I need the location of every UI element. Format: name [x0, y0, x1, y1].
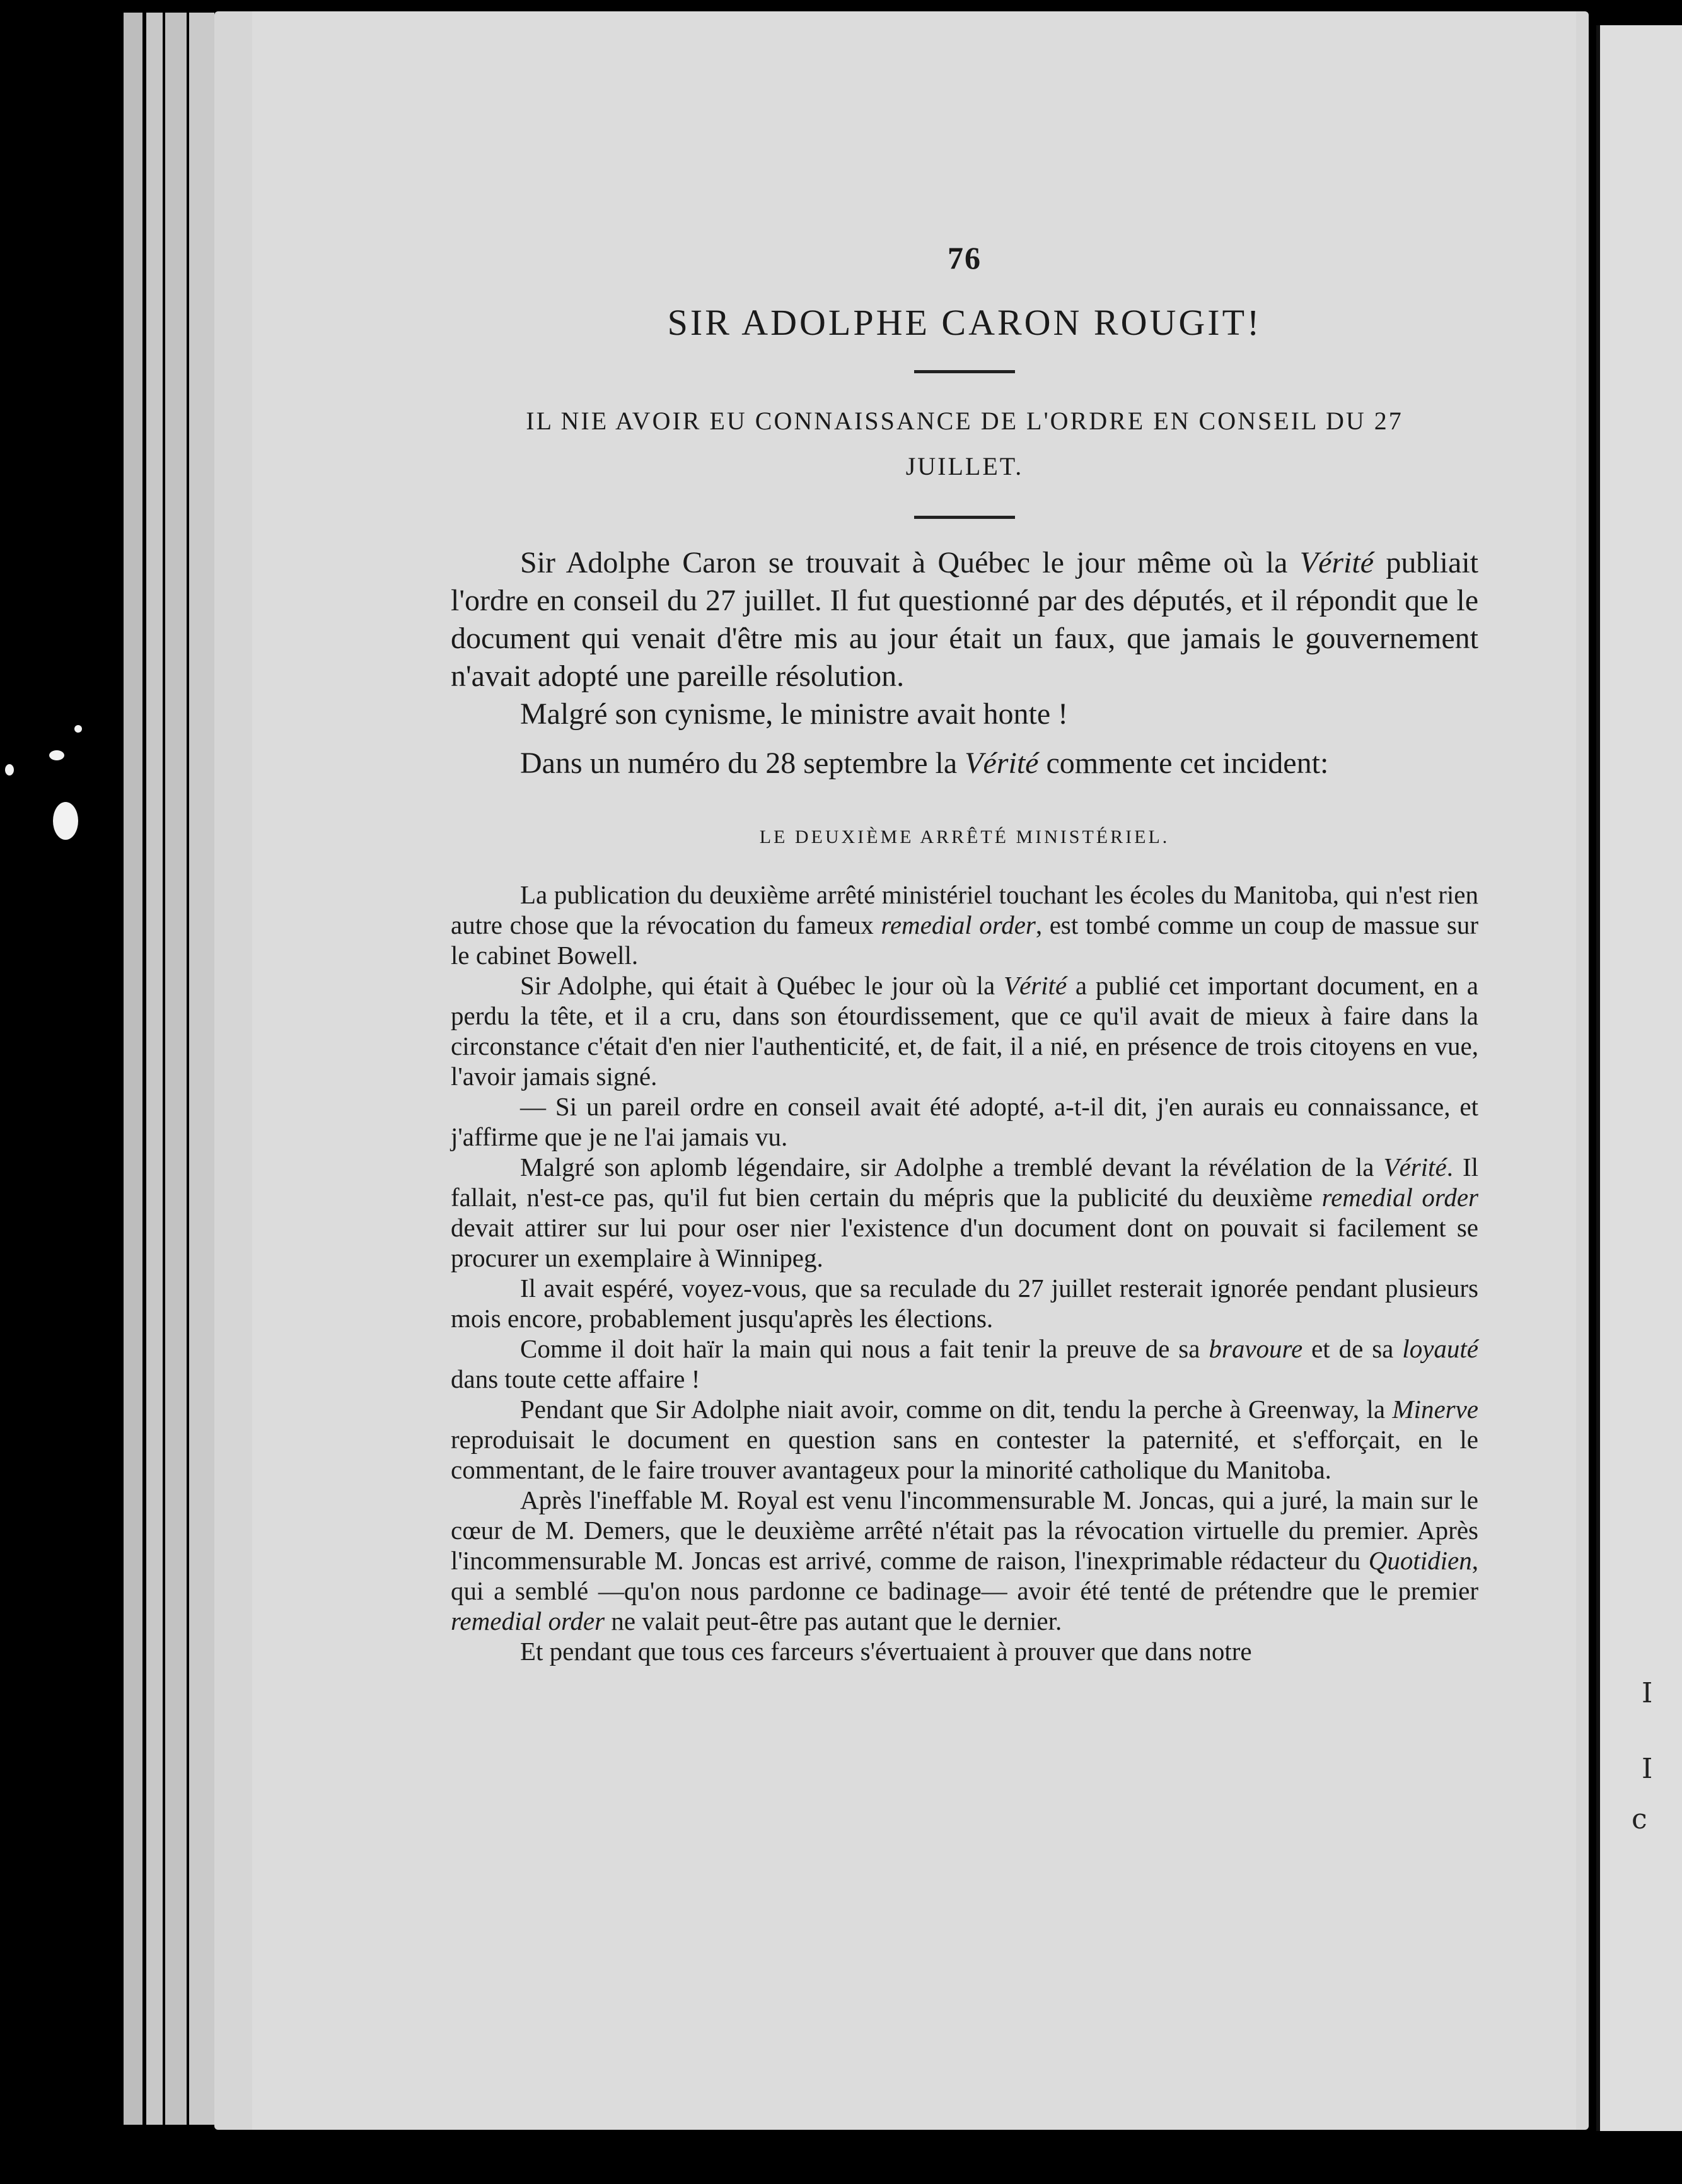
article-paragraph: Sir Adolphe, qui était à Québec le jour où la Vérité a publié cet important document, en a perdu la tête, et il a cru, dans son étourdissement, que ce qu'il avait de mieux à faire dans la circonstance c'était d'en nier l'authenticité, et, de fait, il a nié, en présence de trois citoyens en vue, l'avoir jamais signé. [451, 971, 1478, 1091]
speckle [5, 764, 14, 775]
article-paragraph: Malgré son aplomb légendaire, sir Adolphe a tremblé devant la révélation de la Vérité. Il fallait, n'est-ce pas, qu'il fut bien certain du mépris que la publicité du deuxième remedial order devait attirer sur lui pour oser nier l'existence d'un document dont on pouvait si facilement se procurer un exemplaire à Winnipeg. [451, 1153, 1479, 1272]
next-page-mark: c [1632, 1803, 1647, 1835]
subtitle-rule [914, 516, 1015, 519]
title-rule [914, 370, 1015, 373]
next-page-edge [1596, 25, 1682, 2131]
article-paragraph: Après l'ineffable M. Royal est venu l'incommensurable M. Joncas, qui a juré, la main sur le cœur de M. Demers, que le deuxième arrêté n'était pas la révocation virtuelle du premier. Après l'incommensurable M. Joncas est arrivé, comme de raison, l'inexprimable rédacteur du Quotidien, qui a semblé —qu'on nous pardonne ce badinage— avoir été tenté de prétendre que le premier remedial order ne valait peut-être pas autant que le dernier. [451, 1485, 1478, 1635]
page-number: 76 [948, 240, 982, 276]
speckle [53, 802, 78, 840]
page-edge [165, 13, 187, 2125]
section-heading: LE DEUXIÈME ARRÊTÉ MINISTÉRIEL. [759, 827, 1170, 847]
intro-paragraph: Sir Adolphe Caron se trouvait à Québec le jour même où la Vérité publiait l'ordre en conseil du 27 juillet. Il fut questionné par des députés, et il répondit que le document qui venait d'être mis au jour était un faux, que jamais le gouvernement n'avait adopté une pareille résolution. [451, 546, 1478, 693]
speckle [74, 725, 82, 733]
intro-paragraph: Dans un numéro du 28 septembre la Vérité commente cet incident: [520, 746, 1329, 780]
next-page-mark: I [1642, 1677, 1653, 1709]
article-paragraph: Pendant que Sir Adolphe niait avoir, comme on dit, tendu la perche à Greenway, la Minerve reproduisait le document en question sans en contester la paternité, et s'efforçait, en le commentant, de le faire trouver avantageux pour la minorité catholique du Manitoba. [451, 1395, 1478, 1484]
article-paragraph: Il avait espéré, voyez-vous, que sa reculade du 27 juillet resterait ignorée pendant plusieurs mois encore, probablement jusqu'après les élections. [451, 1274, 1478, 1333]
article-paragraph: — Si un pareil ordre en conseil avait été adopté, a-t-il dit, j'en aurais eu connaissance, et j'affirme que je ne l'ai jamais vu. [451, 1092, 1478, 1151]
next-page-mark: I [1642, 1753, 1653, 1785]
intro-paragraph: Malgré son cynisme, le ministre avait honte ! [520, 697, 1069, 731]
article-paragraph: Et pendant que tous ces farceurs s'évertuaient à prouver que dans notre [520, 1637, 1252, 1666]
page-edge [146, 13, 163, 2125]
chapter-subtitle: IL NIE AVOIR EU CONNAISSANCE DE L'ORDRE EN CONSEIL DU 27 JUILLET. [526, 407, 1403, 480]
text-column [451, 240, 1478, 1666]
speckle [49, 750, 64, 760]
page-edge [189, 13, 214, 2125]
article-paragraph: La publication du deuxième arrêté ministériel touchant les écoles du Manitoba, qui n'est rien autre chose que la révocation du fameux remedial order, est tombé comme un coup de massue sur le cabinet Bowell. [451, 880, 1479, 970]
page-edge [124, 13, 142, 2125]
chapter-title: SIR ADOLPHE CARON ROUGIT! [667, 302, 1262, 343]
article-paragraph: Comme il doit haïr la main qui nous a fait tenir la preuve de sa bravoure et de sa loyauté dans toute cette affaire ! [451, 1334, 1478, 1393]
